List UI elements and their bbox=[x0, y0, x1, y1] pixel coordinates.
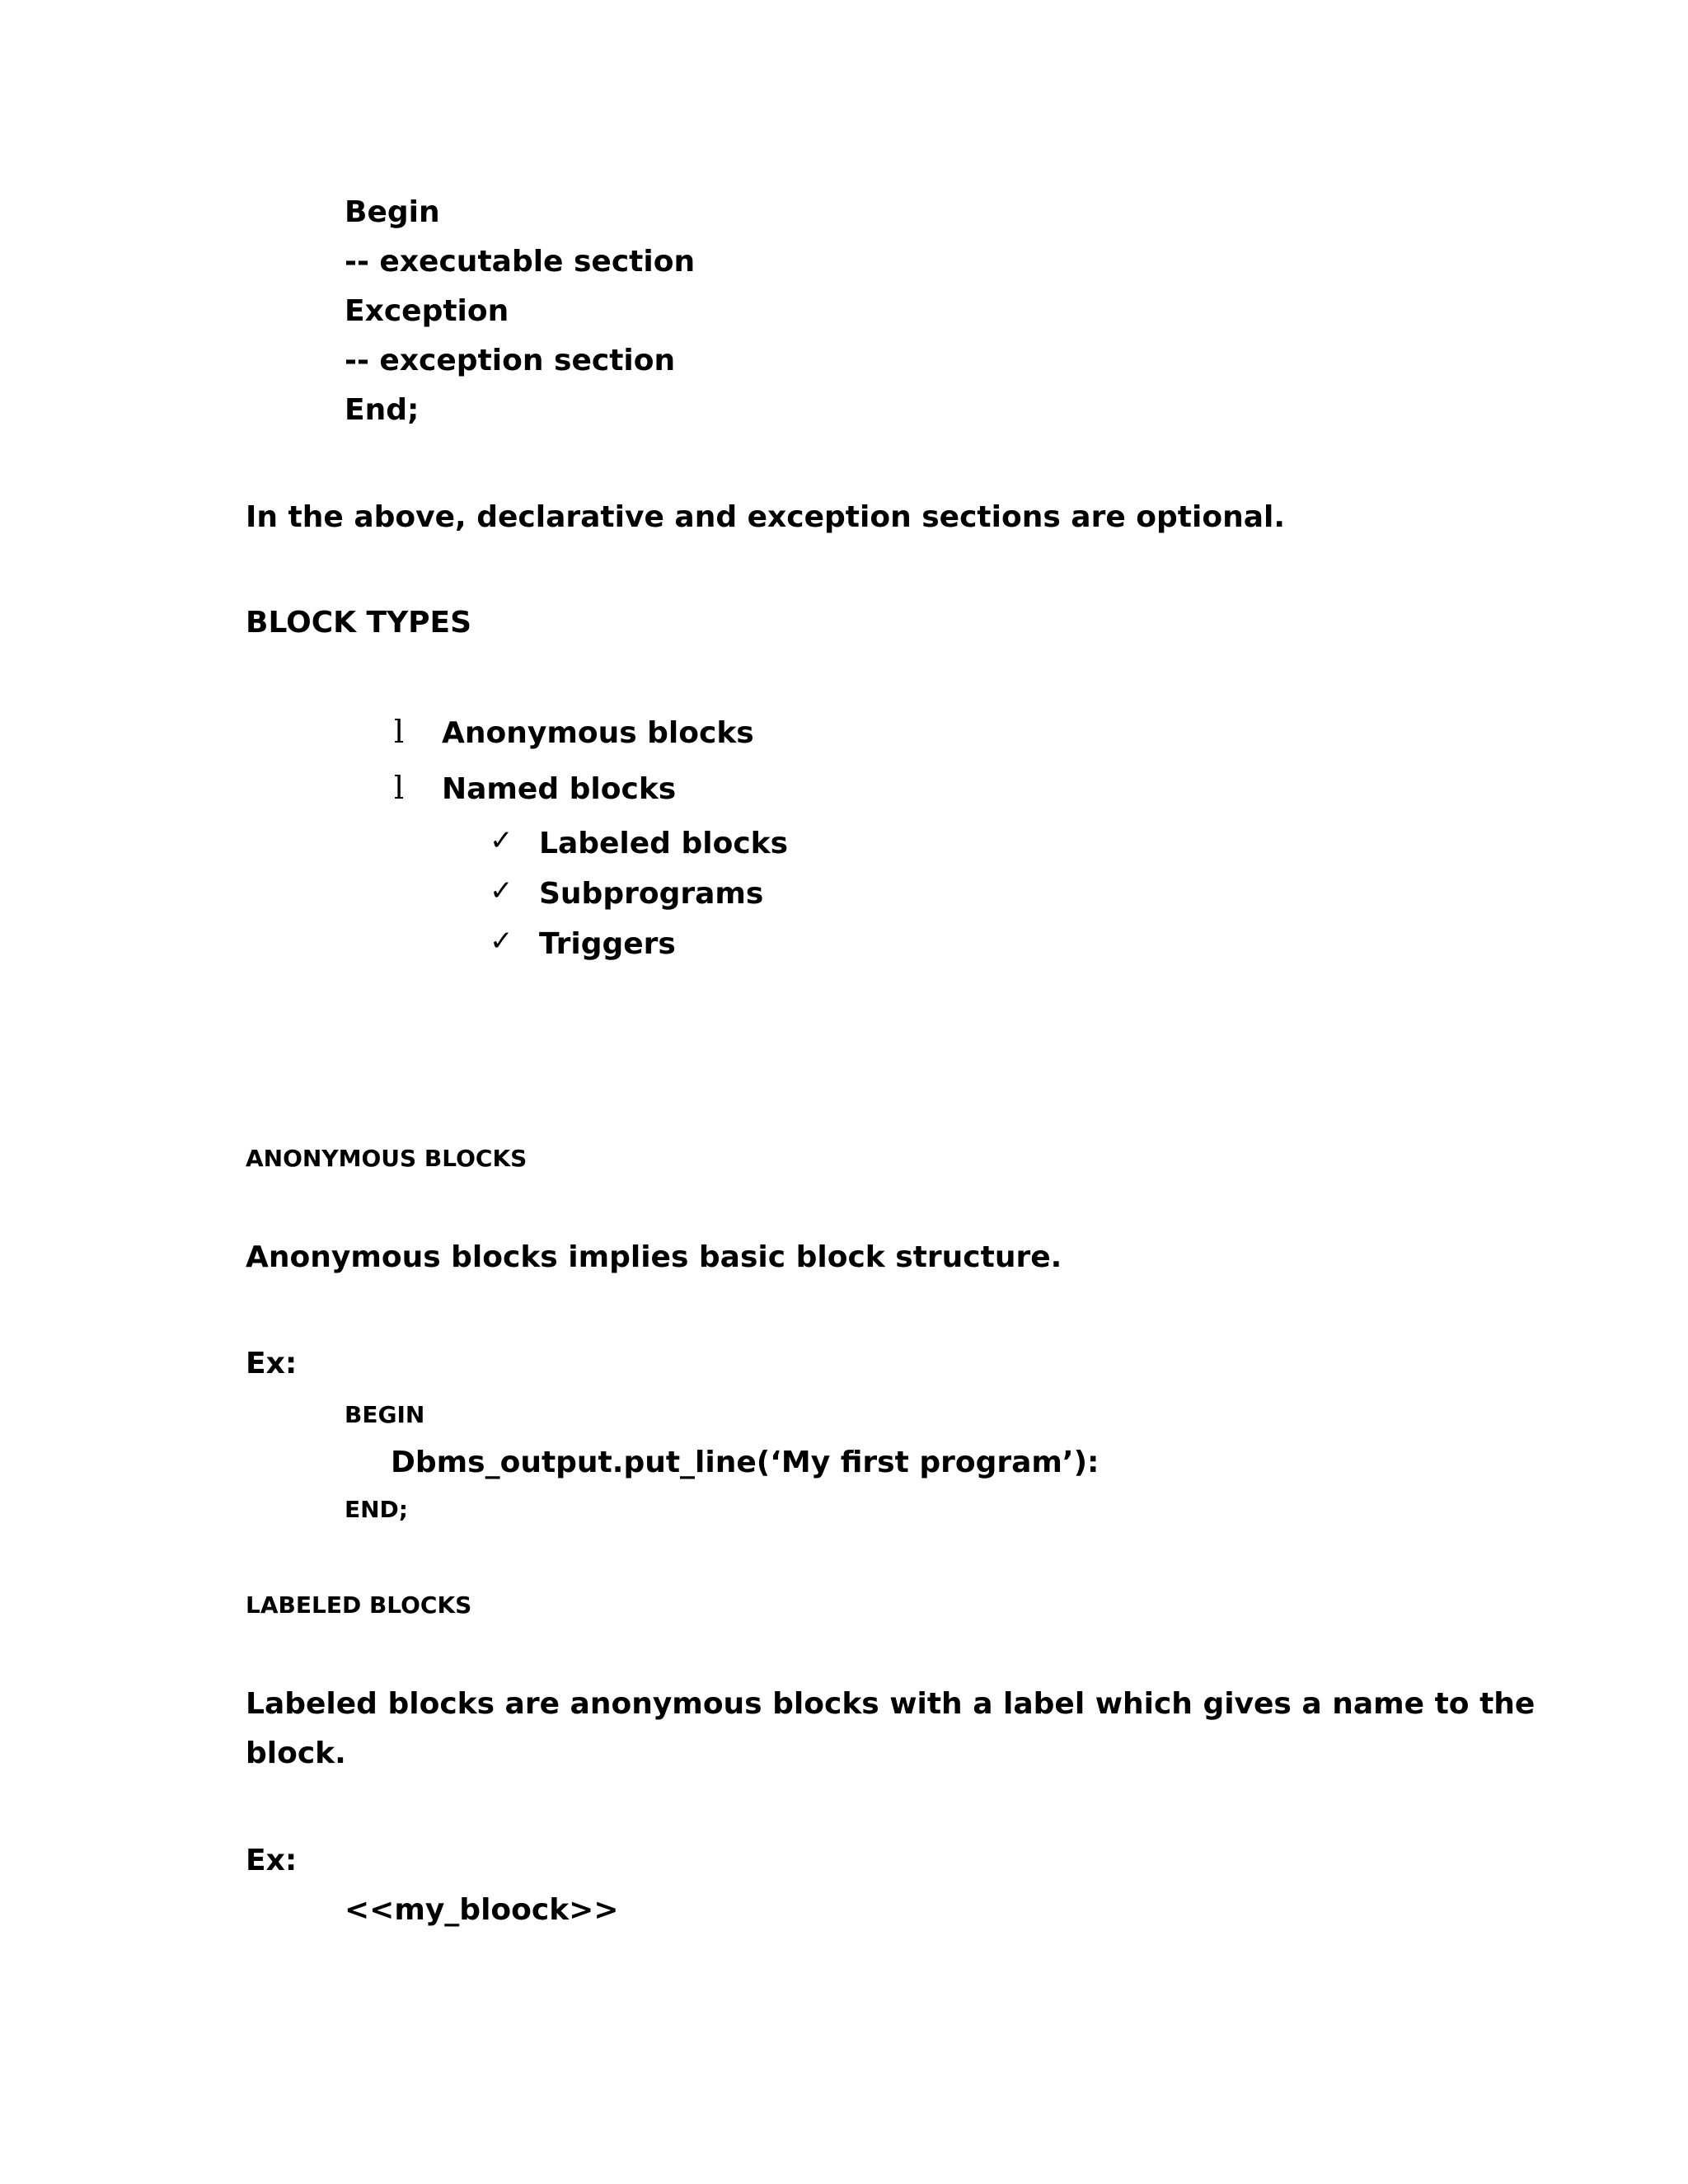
optional-sections-note: In the above, declarative and exception sections are optional. bbox=[246, 500, 1286, 534]
sub-item-triggers: Triggers bbox=[539, 927, 676, 961]
block-types-heading: BLOCK TYPES bbox=[246, 606, 472, 640]
anonymous-blocks-heading: ANONYMOUS BLOCKS bbox=[246, 1145, 528, 1172]
sub-item-subprograms: Subprograms bbox=[539, 877, 764, 911]
code-line-executable-comment: -- executable section bbox=[345, 245, 696, 279]
example-label: Ex: bbox=[246, 1347, 298, 1380]
checkmark-icon: ✓ bbox=[490, 824, 513, 857]
code-line-end: END; bbox=[345, 1496, 408, 1523]
code-line-end: End; bbox=[345, 393, 420, 427]
example-label: Ex: bbox=[246, 1844, 298, 1877]
checkmark-icon: ✓ bbox=[490, 925, 513, 958]
code-line-block-label: <<my_bloock>> bbox=[345, 1893, 619, 1927]
code-line-begin: Begin bbox=[345, 195, 440, 229]
code-line-exception-comment: -- exception section bbox=[345, 344, 676, 377]
code-line-begin: BEGIN bbox=[345, 1401, 425, 1428]
labeled-blocks-description-line1: Labeled blocks are anonymous blocks with a label which gives a name to the bbox=[246, 1687, 1536, 1721]
labeled-blocks-description-line2: block. bbox=[246, 1736, 346, 1770]
list-item-anonymous-blocks: Anonymous blocks bbox=[442, 716, 754, 750]
bullet-marker: l bbox=[394, 770, 405, 806]
labeled-blocks-heading: LABELED BLOCKS bbox=[246, 1591, 472, 1619]
checkmark-icon: ✓ bbox=[490, 874, 513, 907]
list-item-named-blocks: Named blocks bbox=[442, 772, 677, 806]
code-line-exception: Exception bbox=[345, 294, 509, 328]
code-line-dbms-output: Dbms_output.put_line(‘My first program’): bbox=[391, 1446, 1100, 1479]
sub-item-labeled-blocks: Labeled blocks bbox=[539, 827, 789, 860]
anonymous-blocks-description: Anonymous blocks implies basic block structure. bbox=[246, 1240, 1062, 1274]
bullet-marker: l bbox=[394, 714, 405, 750]
